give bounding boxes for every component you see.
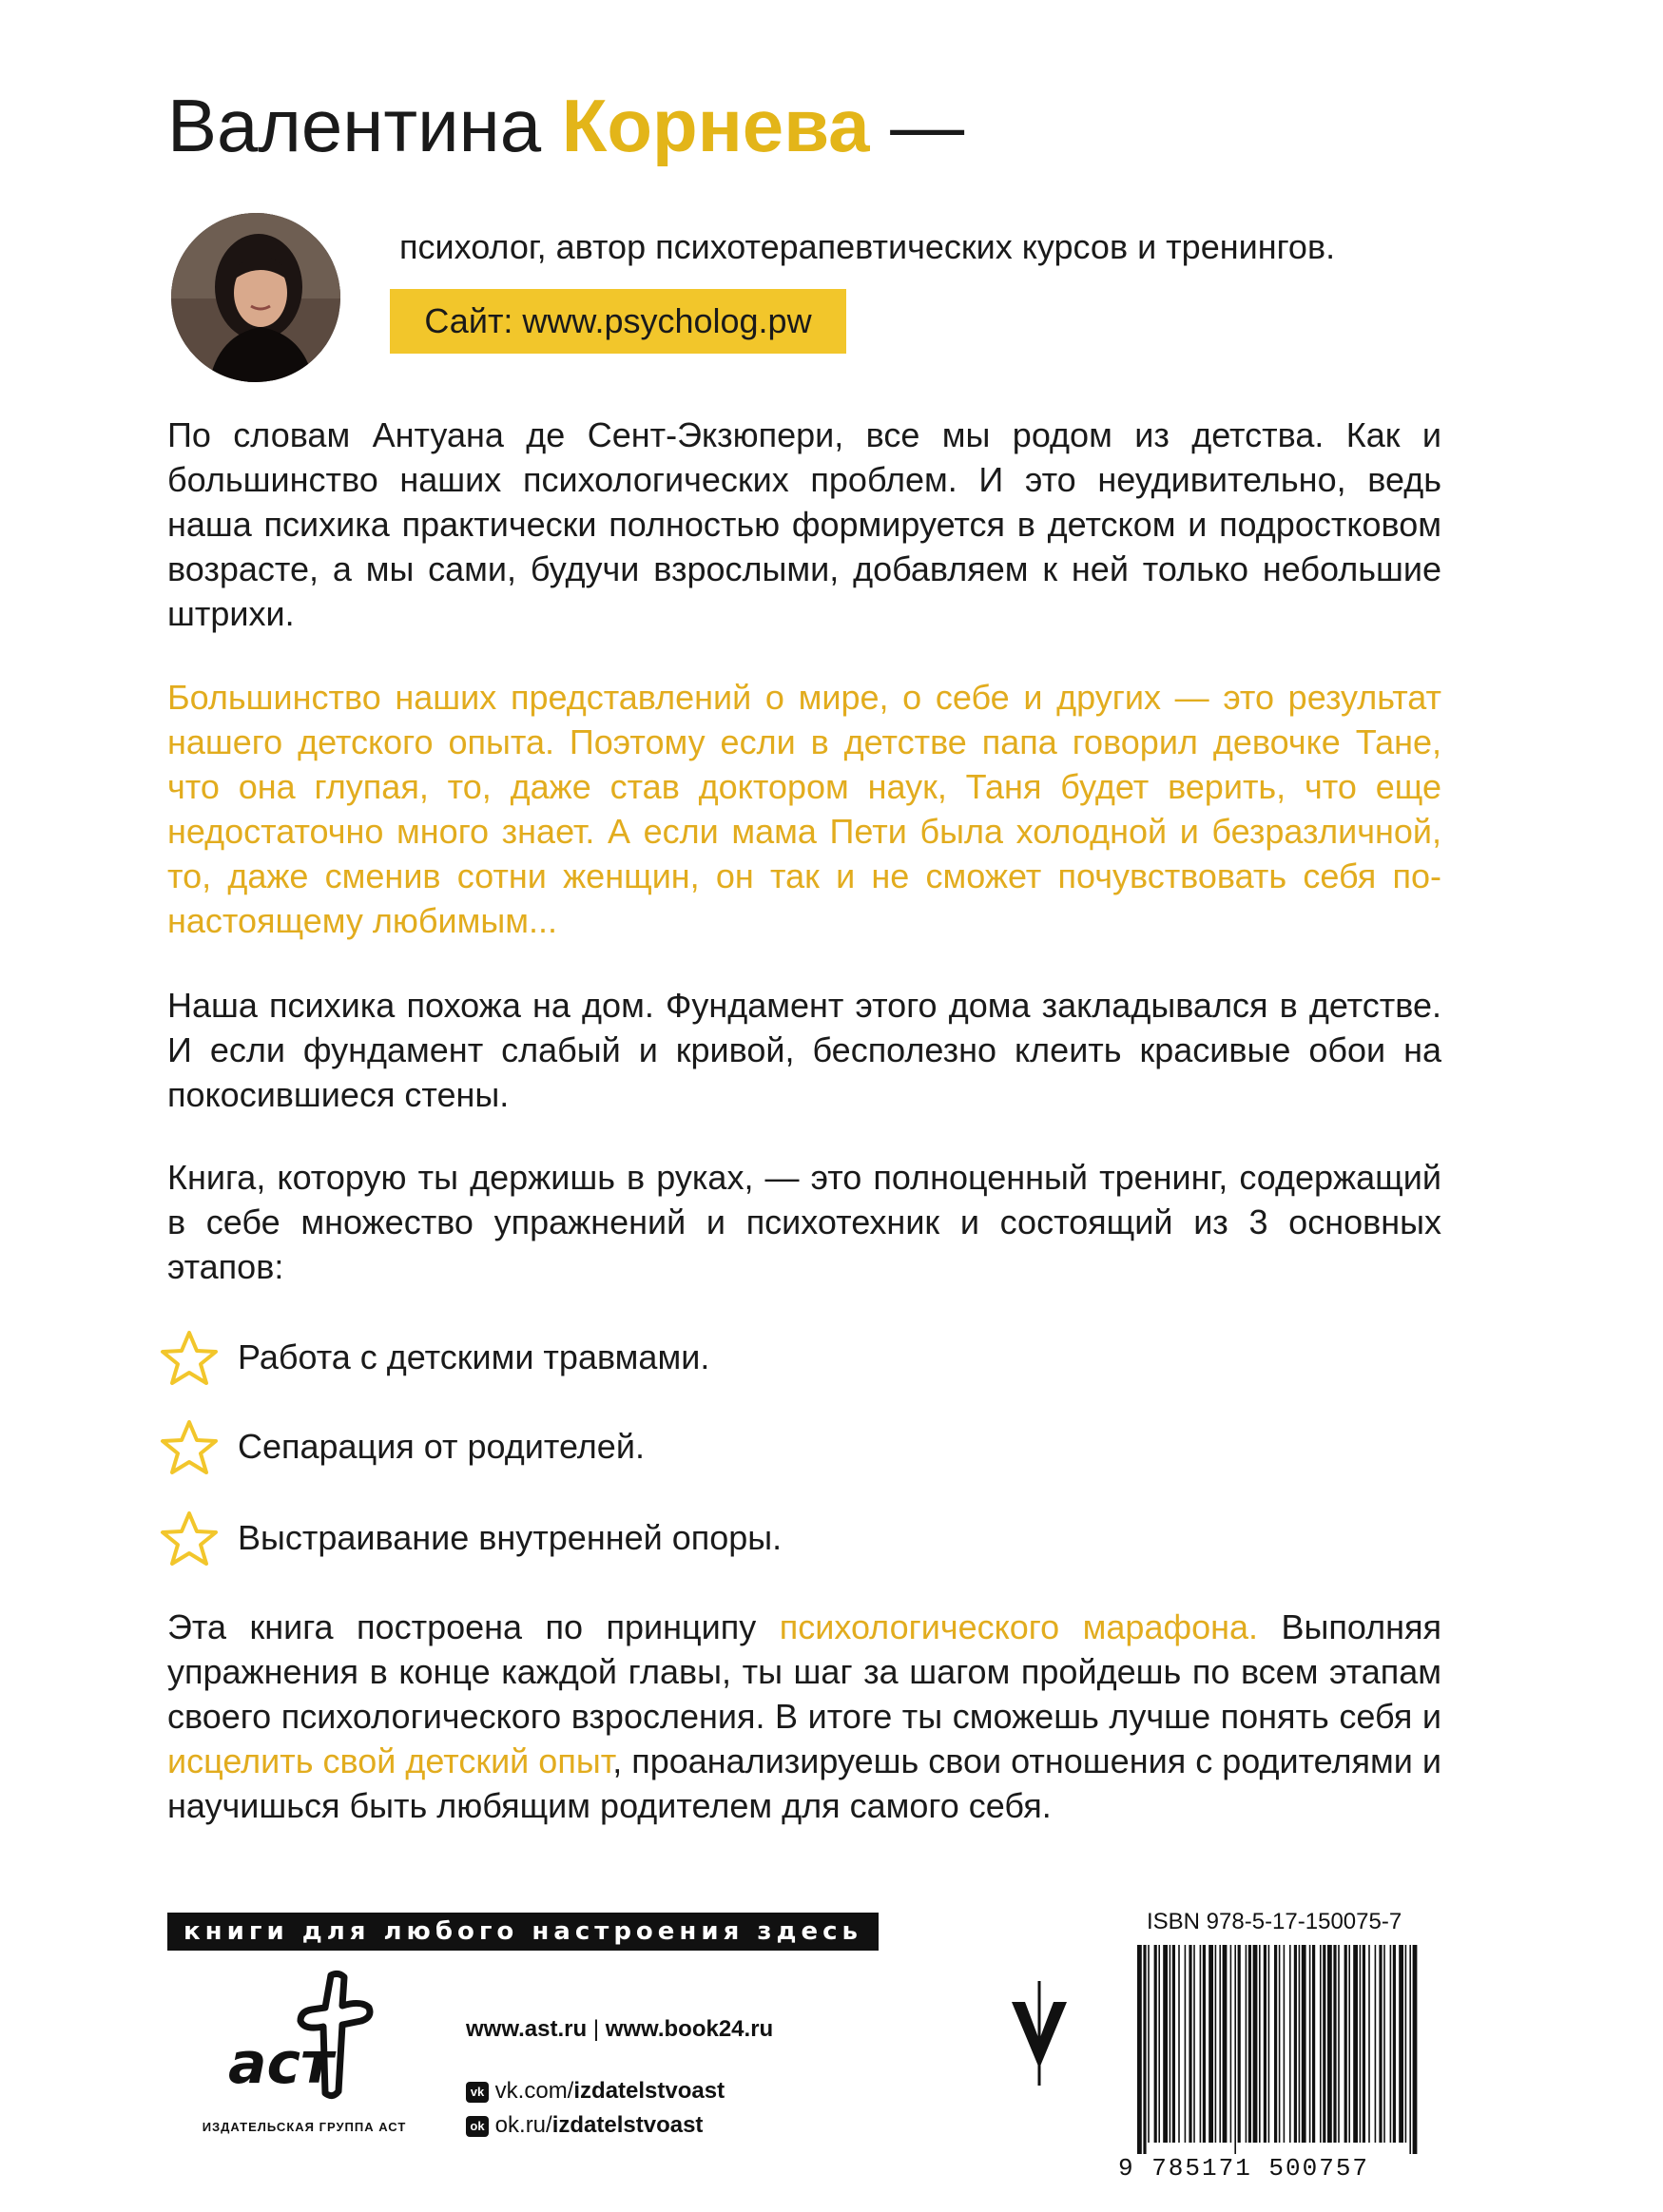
barcode-bar bbox=[1148, 1945, 1150, 2143]
barcode-bar bbox=[1344, 1945, 1347, 2143]
publisher-name: ИЗДАТЕЛЬСКАЯ ГРУППА АСТ bbox=[202, 2120, 407, 2134]
author-first-name: Валентина bbox=[167, 84, 542, 167]
site-ast-link[interactable]: www.ast.ru bbox=[466, 2016, 588, 2042]
barcode-bar bbox=[1333, 1945, 1336, 2143]
barcode-bar bbox=[1299, 1945, 1301, 2143]
barcode-bar bbox=[1215, 1945, 1217, 2143]
barcode-bar bbox=[1143, 1945, 1146, 2154]
ok-prefix: ok.ru/ bbox=[494, 2112, 552, 2138]
barcode-bar bbox=[1172, 1945, 1175, 2143]
barcode-bar bbox=[1363, 1945, 1365, 2143]
barcode-bar bbox=[1383, 1945, 1385, 2143]
stage-item-2: Сепарация от родителей. bbox=[238, 1427, 645, 1466]
ok-handle: izdatelstvoast bbox=[551, 2112, 704, 2138]
barcode-bar bbox=[1253, 1945, 1258, 2143]
tagline-banner: книги для любого настроения здесь bbox=[167, 1913, 879, 1951]
barcode-digits: 9 785171 500757 bbox=[1118, 2154, 1370, 2183]
barcode-bar bbox=[1390, 1945, 1392, 2143]
barcode-bar bbox=[1348, 1945, 1350, 2143]
vk-prefix: vk.com/ bbox=[494, 2078, 574, 2104]
isbn-text: ISBN 978-5-17-150075-7 bbox=[1147, 1909, 1402, 1934]
barcode-bar bbox=[1178, 1945, 1180, 2143]
author-last-name: Корнева bbox=[561, 84, 870, 167]
barcode-bar bbox=[1219, 1945, 1221, 2143]
ok-link[interactable] bbox=[466, 2112, 703, 2139]
barcode-bar bbox=[1234, 1945, 1236, 2154]
barcode-bar bbox=[1312, 1945, 1315, 2143]
barcode-bar bbox=[1163, 1945, 1168, 2143]
barcode-bar bbox=[1375, 1945, 1377, 2143]
barcode-bar bbox=[1360, 1945, 1362, 2143]
ast-logo[interactable] bbox=[219, 1968, 399, 2110]
ok-icon: ok bbox=[466, 2116, 489, 2137]
marathon-text-a: Эта книга построена по принципу bbox=[167, 1607, 780, 1646]
barcode-bar bbox=[1154, 1945, 1157, 2143]
paragraph-house: Наша психика похожа на дом. Фундамент этого дома закладывался в детстве. И если фундамент слабый и кривой, бесполезно клеить красивые обои на покосившиеся стены. bbox=[167, 986, 1441, 1114]
publisher-sites bbox=[466, 2016, 773, 2043]
barcode-bar bbox=[1193, 1945, 1195, 2143]
barcode-bar bbox=[1223, 1945, 1228, 2143]
barcode-bar bbox=[1238, 1945, 1241, 2143]
barcode-bar bbox=[1248, 1945, 1251, 2143]
barcode-bar bbox=[1405, 1945, 1407, 2143]
heal-highlight: исцелить свой детский опыт bbox=[167, 1741, 613, 1780]
paragraph-training: Книга, которую ты держишь в руках, — это полноценный тренинг, содержащий в себе множество упражнений и психотехник и состоящий из 3 основных этапов: bbox=[167, 1158, 1441, 1286]
barcode-bar bbox=[1327, 1945, 1332, 2143]
barcode-bar bbox=[1323, 1945, 1325, 2143]
vk-link[interactable] bbox=[466, 2078, 725, 2105]
sites-separator: | bbox=[592, 2016, 600, 2042]
author-photo bbox=[171, 213, 340, 382]
stage-item-3: Выстраивание внутренней опоры. bbox=[238, 1518, 783, 1557]
v-mark-icon bbox=[1006, 1981, 1073, 2086]
vk-handle: izdatelstvoast bbox=[573, 2078, 725, 2104]
barcode-bar bbox=[1259, 1945, 1261, 2143]
barcode-bar bbox=[1203, 1945, 1206, 2143]
barcode bbox=[1137, 1945, 1422, 2154]
author-role: психолог, автор психотерапевтических курсов и тренингов. bbox=[399, 227, 1336, 266]
star-icon bbox=[160, 1418, 219, 1477]
barcode-bar bbox=[1309, 1945, 1311, 2143]
barcode-bar bbox=[1230, 1945, 1232, 2143]
barcode-bar bbox=[1338, 1945, 1340, 2143]
author-title bbox=[167, 78, 964, 173]
barcode-bar bbox=[1264, 1945, 1267, 2143]
barcode-bar bbox=[1409, 1945, 1411, 2154]
barcode-bar bbox=[1379, 1945, 1382, 2143]
title-dash: — bbox=[890, 84, 965, 167]
paragraph-intro: По словам Антуана де Сент-Экзюпери, все мы родом из детства. Как и большинство наших психологических проблем. И это неудивительно, ведь наша психика практически полностью формируется в детском и подростковом возрасте, а мы сами, будучи взрослыми, добавляем к ней только небольшие штрихи. bbox=[167, 415, 1441, 633]
barcode-bar bbox=[1294, 1945, 1297, 2143]
barcode-bar bbox=[1413, 1945, 1418, 2154]
star-icon bbox=[160, 1329, 219, 1388]
barcode-bar bbox=[1279, 1945, 1281, 2143]
publisher-logo-text: аст bbox=[228, 2030, 334, 2097]
barcode-bar bbox=[1284, 1945, 1286, 2143]
barcode-bar bbox=[1393, 1945, 1396, 2143]
vk-icon: vk bbox=[466, 2082, 489, 2103]
barcode-bar bbox=[1200, 1945, 1202, 2143]
marathon-text-b: Выполняя упражнения в конце каждой главы, ты шаг за шагом пройдешь по всем этапам своего психологического взросления. В итоге ты сможешь лучше понять себя и bbox=[167, 1607, 1441, 1736]
barcode-bar bbox=[1189, 1945, 1191, 2143]
barcode-bar bbox=[1289, 1945, 1291, 2143]
barcode-bar bbox=[1185, 1945, 1187, 2143]
barcode-bar bbox=[1268, 1945, 1270, 2143]
barcode-bar bbox=[1302, 1945, 1306, 2143]
marathon-text-c: , проанализируешь свои отношения с родителями и научишься быть любящим родителем для самого себя. bbox=[167, 1741, 1441, 1825]
author-site-link[interactable]: Сайт: www.psycholog.pw bbox=[390, 289, 846, 354]
paragraph-highlight: Большинство наших представлений о мире, о себе и других — это результат нашего детского опыта. Поэтому если в детстве папа говорил девочке Тане, что она глупая, то, даже став доктором наук, Таня будет верить, что еще недостаточно много знает. А если мама Пети была холодной и безразличной, то, даже сменив сотни женщин, он так и не сможет почувствовать себя по-настоящему любимым... bbox=[167, 678, 1441, 940]
barcode-bar bbox=[1274, 1945, 1277, 2143]
barcode-bar bbox=[1320, 1945, 1322, 2143]
stage-item-1: Работа с детскими травмами. bbox=[238, 1337, 710, 1376]
barcode-bar bbox=[1137, 1945, 1142, 2154]
barcode-bar bbox=[1353, 1945, 1358, 2143]
barcode-bar bbox=[1246, 1945, 1247, 2143]
site-book24-link[interactable]: www.book24.ru bbox=[605, 2016, 774, 2042]
barcode-bar bbox=[1170, 1945, 1171, 2143]
barcode-bar bbox=[1209, 1945, 1213, 2143]
barcode-bar bbox=[1158, 1945, 1160, 2143]
marathon-highlight: психологического марафона. bbox=[779, 1607, 1259, 1646]
star-icon bbox=[160, 1510, 219, 1568]
barcode-bar bbox=[1368, 1945, 1370, 2143]
barcode-bar bbox=[1399, 1945, 1403, 2143]
paragraph-marathon bbox=[167, 1605, 1441, 1828]
